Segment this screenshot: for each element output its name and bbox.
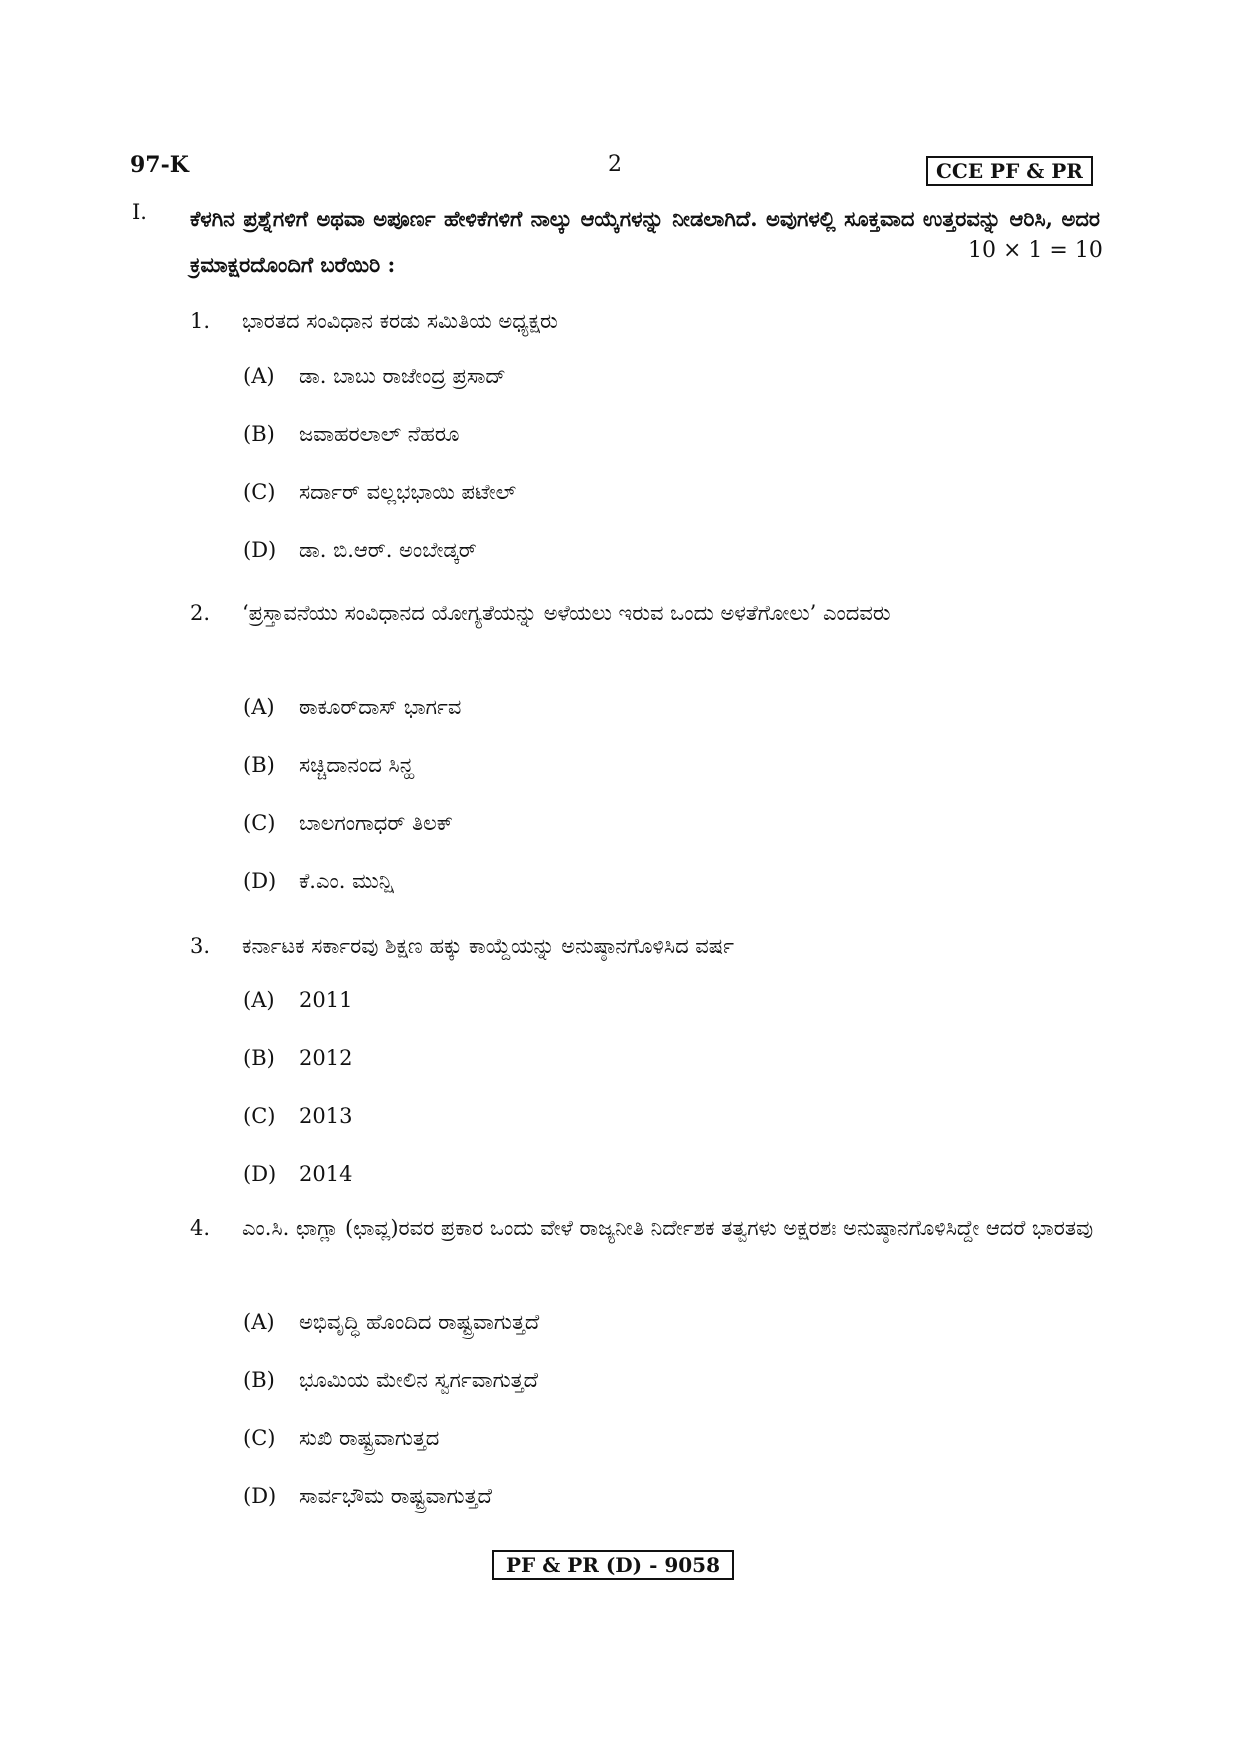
option-text: ಬಾಲಗಂಗಾಧರ್ ತಿಲಕ್ — [299, 811, 453, 835]
option-label: (C) — [243, 1426, 276, 1450]
question-4 — [190, 1205, 1102, 1251]
option-2d — [243, 869, 394, 894]
option-1b — [243, 422, 459, 447]
question-text: ಕರ್ನಾಟಕ ಸರ್ಕಾರವು ಶಿಕ್ಷಣ ಹಕ್ಕು ಕಾಯ್ದೆಯನ್ನು ಅನುಷ್ಠಾನಗೊಳಿಸಿದ ವರ್ಷ — [242, 934, 734, 958]
page-number: 2 — [608, 152, 622, 177]
option-text: ಅಭಿವೃದ್ಧಿ ಹೊಂದಿದ ರಾಷ್ಟ್ರವಾಗುತ್ತದೆ — [299, 1310, 540, 1334]
option-text: 2012 — [299, 1046, 353, 1070]
option-label: (D) — [243, 869, 277, 893]
option-1a — [243, 364, 506, 389]
question-1 — [190, 298, 1102, 344]
option-label: (A) — [243, 364, 275, 388]
paper-code: 97-K — [130, 152, 189, 178]
question-3 — [190, 923, 1102, 969]
option-text: ಕೆ.ಎಂ. ಮುನ್ಷಿ — [299, 869, 394, 893]
option-label: (A) — [243, 1310, 275, 1334]
option-4b — [243, 1368, 538, 1393]
question-2 — [190, 590, 1102, 636]
section-instructions: ಕೆಳಗಿನ ಪ್ರಶ್ನೆಗಳಿಗೆ ಅಥವಾ ಅಪೂರ್ಣ ಹೇಳಿಕೆಗಳಿಗೆ ನಾಲ್ಕು ಆಯ್ಕೆಗಳನ್ನು ನೀಡಲಾಗಿದೆ. ಅವುಗಳಲ್ಲಿ ಸೂಕ್ತವಾದ ಉತ್ತರವನ್ನು ಆರಿಸಿ, ಅದರ ಕ್ರಮಾಕ್ಷರದೊಂದಿಗೆ ಬರೆಯಿರಿ : — [190, 206, 1100, 277]
option-text: ಡಾ. ಬಿ.ಆರ್. ಅಂಬೇಡ್ಕರ್ — [299, 538, 477, 562]
option-text: 2014 — [299, 1162, 353, 1186]
option-4d — [243, 1484, 492, 1509]
option-text: ಸುಖಿ ರಾಷ್ಟ್ರವಾಗುತ್ತದ — [299, 1426, 440, 1450]
footer-code-box: PF & PR (D) - 9058 — [492, 1550, 734, 1580]
option-2c — [243, 811, 453, 836]
option-label: (A) — [243, 988, 275, 1012]
option-4c — [243, 1426, 439, 1451]
option-3a — [243, 988, 352, 1012]
option-2b — [243, 753, 414, 778]
question-number: 1. — [190, 309, 211, 333]
option-label: (B) — [243, 422, 275, 446]
option-text: ಸಚ್ಚಿದಾನಂದ ಸಿನ್ಹ — [299, 753, 415, 777]
option-text: ಸರ್ದಾರ್ ವಲ್ಲಭಭಾಯಿ ಪಟೇಲ್ — [299, 480, 517, 504]
option-1d — [243, 538, 477, 563]
option-text: ಠಾಕೂರ್‌ದಾಸ್ ಭಾರ್ಗವ — [299, 695, 462, 719]
option-label: (B) — [243, 1368, 275, 1392]
option-text: ಸಾರ್ವಭೌಮ ರಾಷ್ಟ್ರವಾಗುತ್ತದೆ — [299, 1484, 492, 1508]
option-label: (D) — [243, 1484, 277, 1508]
option-3c — [243, 1104, 352, 1128]
option-text: ಜವಾಹರಲಾಲ್ ನೆಹರೂ — [299, 422, 460, 446]
option-text: 2013 — [299, 1104, 353, 1128]
option-4a — [243, 1310, 539, 1335]
question-number: 2. — [190, 601, 211, 625]
section-marks: 10 × 1 = 10 — [968, 238, 1103, 263]
option-label: (A) — [243, 695, 275, 719]
question-text: ಭಾರತದ ಸಂವಿಧಾನ ಕರಡು ಸಮಿತಿಯ ಅಧ್ಯಕ್ಷರು — [242, 309, 558, 333]
question-text: ಎಂ.ಸಿ. ಛಾಗ್ಲಾ (ಛಾವ್ಲ)ರವರ ಪ್ರಕಾರ ಒಂದು ವೇಳೆ ರಾಜ್ಯನೀತಿ ನಿರ್ದೇಶಕ ತತ್ವಗಳು ಅಕ್ಷರಶಃ ಅನುಷ್ಠಾನಗೊಳಿಸಿದ್ದೇ ಆದರೆ ಭಾರತವು — [242, 1216, 1094, 1240]
option-label: (B) — [243, 1046, 275, 1070]
option-2a — [243, 695, 461, 720]
section-number: I. — [132, 200, 147, 224]
option-text: 2011 — [299, 988, 353, 1012]
option-label: (B) — [243, 753, 275, 777]
subject-box: CCE PF & PR — [926, 156, 1093, 186]
question-text: ‘ಪ್ರಸ್ತಾವನೆಯು ಸಂವಿಧಾನದ ಯೋಗ್ಯತೆಯನ್ನು ಅಳೆಯಲು ಇರುವ ಒಂದು ಅಳತೆಗೋಲು’ ಎಂದವರು — [242, 601, 891, 625]
option-label: (D) — [243, 1162, 277, 1186]
option-label: (C) — [243, 480, 276, 504]
option-text: ಭೂಮಿಯ ಮೇಲಿನ ಸ್ವರ್ಗವಾಗುತ್ತದೆ — [299, 1368, 538, 1392]
question-number: 4. — [190, 1216, 211, 1240]
option-3b — [243, 1046, 352, 1070]
option-label: (C) — [243, 811, 276, 835]
option-3d — [243, 1162, 352, 1186]
option-label: (C) — [243, 1104, 276, 1128]
option-text: ಡಾ. ಬಾಬು ರಾಜೇಂದ್ರ ಪ್ರಸಾದ್ — [299, 364, 506, 388]
option-1c — [243, 480, 516, 505]
question-number: 3. — [190, 934, 211, 958]
option-label: (D) — [243, 538, 277, 562]
